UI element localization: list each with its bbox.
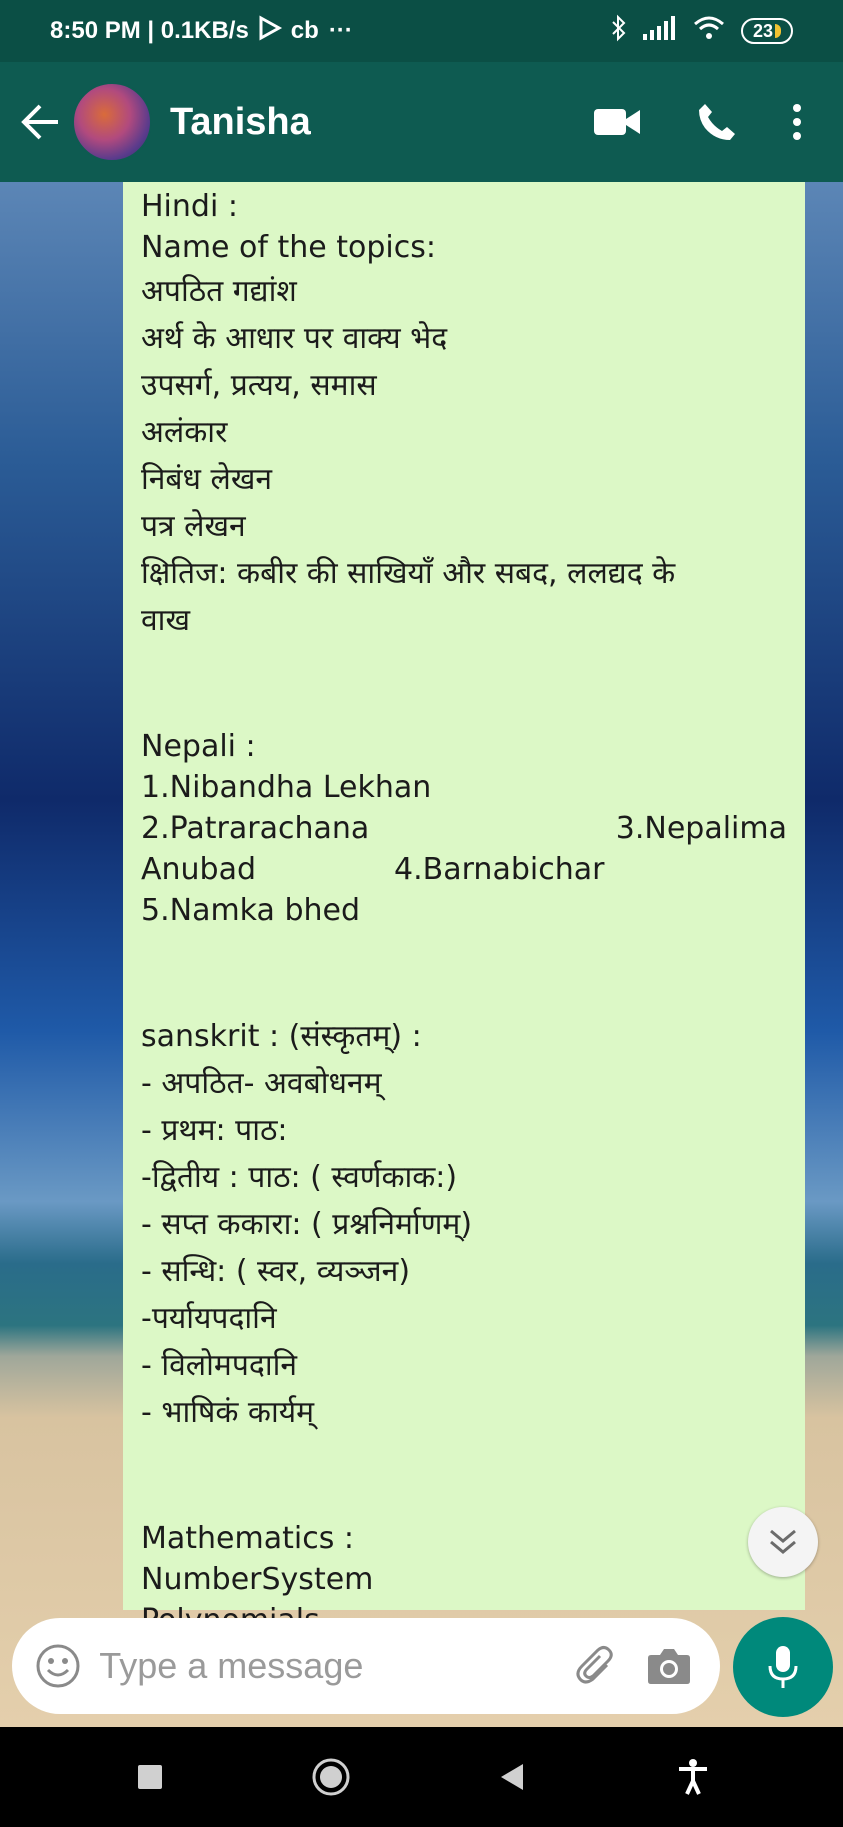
message-line: Mathematics : [141, 1521, 354, 1556]
back-button[interactable] [10, 92, 70, 152]
message-line: - सप्त ककारा: ( प्रश्ननिर्माणम्) [141, 1207, 473, 1242]
more-notifications-icon: ··· [328, 17, 353, 44]
camera-icon [647, 1647, 691, 1685]
message-line: अपठित गद्यांश [141, 274, 297, 309]
message-line: Nepali : [141, 729, 256, 764]
bluetooth-icon [611, 15, 627, 48]
message-line: - अपठित- अवबोधनम् [141, 1066, 382, 1101]
blank-lines [141, 1436, 787, 1518]
phone-icon [697, 102, 737, 142]
menu-button[interactable] [757, 82, 837, 162]
message-line: sanskrit : (संस्कृतम्) : [141, 1019, 422, 1054]
blank-lines [141, 644, 787, 726]
triangle-back-icon [499, 1762, 525, 1792]
time-network-speed: 8:50 PM | 0.1KB/s [50, 17, 249, 44]
accessibility-button[interactable] [658, 1742, 728, 1812]
contact-name[interactable]: Tanisha [170, 100, 311, 143]
emoji-button[interactable] [30, 1636, 85, 1696]
battery-indicator [741, 18, 793, 44]
paperclip-icon [573, 1643, 619, 1689]
message-line [141, 849, 787, 890]
message-segment: 3.Nepalima [615, 811, 787, 846]
square-icon [137, 1764, 163, 1790]
message-line: वाख [141, 603, 190, 638]
battery-fill [775, 24, 781, 38]
blank-lines [141, 931, 787, 1013]
message-line: - सन्धि: ( स्वर, व्यञ्जन) [141, 1254, 411, 1289]
battery-level: 23 [752, 21, 773, 41]
signal-icon [643, 16, 677, 47]
chat-header [0, 62, 843, 182]
voice-call-button[interactable] [677, 82, 757, 162]
home-circle-icon [311, 1757, 351, 1797]
message-line: 5.Namka bhed [141, 893, 360, 928]
message-segment: 2.Patrarachana [141, 811, 370, 846]
message-input[interactable] [97, 1644, 566, 1688]
message-line: क्षितिज: कबीर की साखियाँ और सबद, ललद्यद के [141, 556, 676, 591]
message-line: - प्रथम: पाठ: [141, 1113, 288, 1148]
attach-button[interactable] [566, 1634, 625, 1698]
more-vert-icon [792, 104, 802, 140]
video-camera-icon [594, 107, 640, 137]
status-left [50, 16, 353, 47]
double-chevron-down-icon [768, 1528, 798, 1556]
message-line: अर्थ के आधार पर वाक्य भेद [141, 321, 448, 356]
emoji-icon [35, 1643, 81, 1689]
microphone-icon [766, 1644, 800, 1690]
back-arrow-icon [20, 104, 60, 140]
message-line: - विलोमपदानि [141, 1348, 298, 1383]
video-call-button[interactable] [577, 82, 657, 162]
message-line: 1.Nibandha Lekhan [141, 770, 432, 805]
play-store-icon [259, 16, 281, 47]
message-line: - भाषिकं कार्यम् [141, 1395, 315, 1430]
contact-avatar[interactable] [72, 82, 152, 162]
voice-record-button[interactable] [733, 1617, 833, 1717]
message-line: Hindi : [141, 189, 238, 224]
camera-button[interactable] [639, 1634, 698, 1698]
message-line: Name of the topics: [141, 230, 436, 265]
app-tag: cb [290, 17, 319, 44]
wifi-icon [693, 16, 725, 47]
system-navigation-bar [0, 1727, 843, 1827]
message-segment: Anubad [141, 852, 257, 887]
message-segment: 4.Barnabichar [394, 852, 605, 887]
message-line [141, 808, 787, 849]
recents-button[interactable] [115, 1742, 185, 1812]
message-line: NumberSystem [141, 1562, 374, 1597]
message-line: अलंकार [141, 415, 228, 450]
message-line: -पर्यायपदानि [141, 1301, 277, 1336]
scroll-to-bottom-button[interactable] [748, 1507, 818, 1577]
home-button[interactable] [296, 1742, 366, 1812]
message-line: -द्वितीय : पाठ: ( स्वर्णकाक:) [141, 1160, 458, 1195]
message-line: पत्र लेखन [141, 509, 246, 544]
message-line: उपसर्ग, प्रत्यय, समास [141, 368, 377, 403]
status-bar [0, 0, 843, 62]
status-right [611, 15, 793, 48]
message-composer [12, 1618, 720, 1714]
accessibility-icon [678, 1759, 708, 1795]
message-bubble[interactable] [123, 182, 805, 1610]
message-line: निबंध लेखन [141, 462, 273, 497]
back-nav-button[interactable] [477, 1742, 547, 1812]
